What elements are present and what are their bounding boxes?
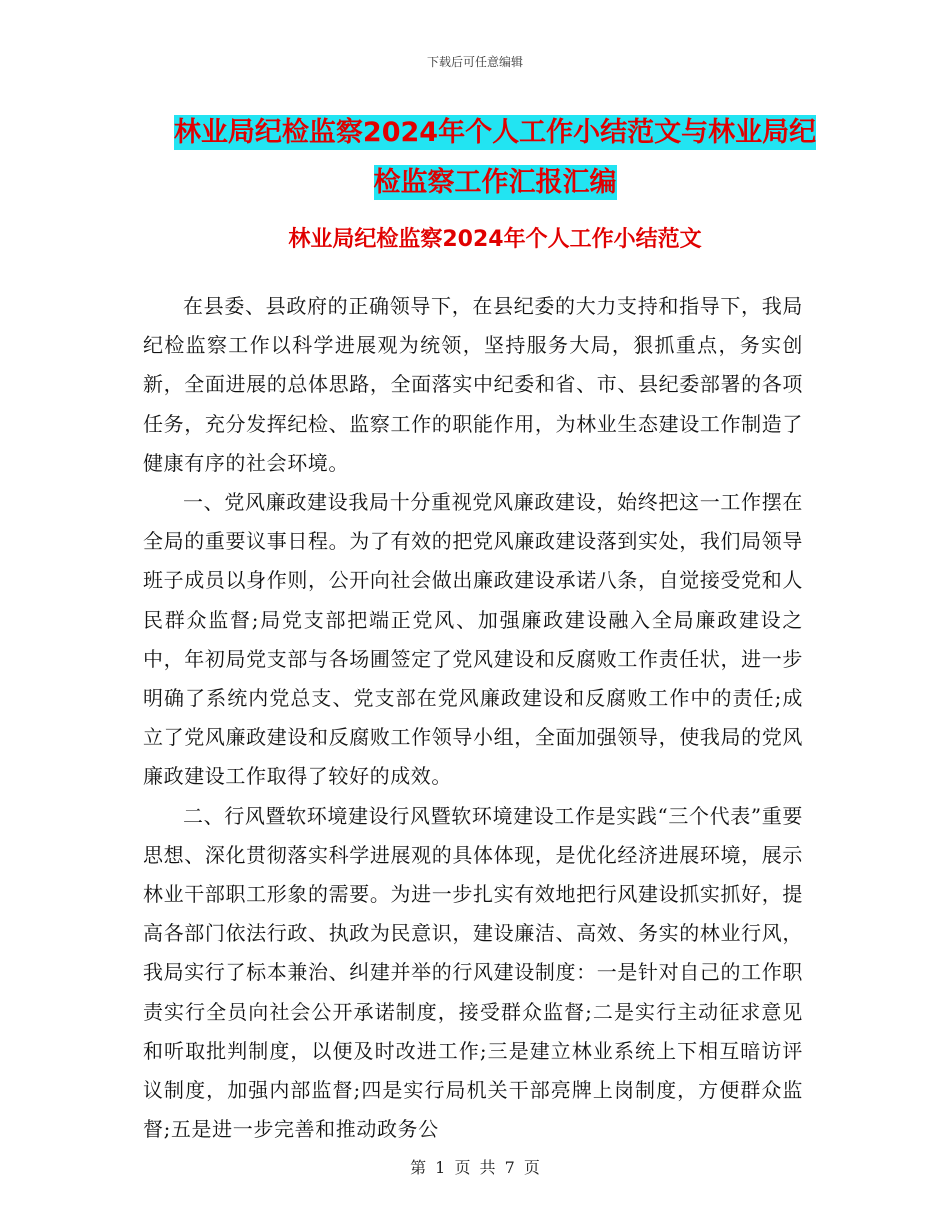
paragraph: 二、行风暨软环境建设行风暨软环境建设工作是实践“三个代表”重要思想、深化贯彻落实科学进展观的具体体现，是优化经济进展环境，展示林业干部职工形象的需要。为进一步扎实有效地把行风建设抓实抓好，提高各部门依法行政、执政为民意识，建设廉洁、高效、务实的林业行风，我局实行了标本兼治、纠建并举的行风建设制度：一是针对自己的工作职责实行全员向社会公开承诺制度，接受群众监督;二是实行主动征求意见和听取批判制度，以便及时改进工作;三是建立林业系统上下相互暗访评议制度，加强内部监督;四是实行局机关干部亮牌上岗制度，方便群众监督;五是进一步完善和推动政务公: [143, 803, 803, 1142]
body-text: [143, 287, 803, 1149]
paragraph: 一、党风廉政建设我局十分重视党风廉政建设，始终把这一工作摆在全局的重要议事日程。为了有效的把党风廉政建设落到实处，我们局领导班子成员以身作则，公开向社会做出廉政建设承诺八条，自觉接受党和人民群众监督;局党支部把端正党风、加强廉政建设融入全局廉政建设之中，年初局党支部与各场圃签定了党风建设和反腐败工作责任状，进一步明确了系统内党总支、党支部在党风廉政建设和反腐败工作中的责任;成立了党风廉政建设和反腐败工作领导小组，全面加强领导，使我局的党风廉政建设工作取得了较好的成效。: [143, 490, 803, 789]
title-line-2: 检监察工作汇报汇编: [373, 167, 617, 198]
header-note: 下载后可任意编辑: [426, 55, 523, 69]
document-title: [140, 108, 850, 208]
section-title: 林业局纪检监察2024年个人工作小结范文: [288, 227, 702, 252]
title-line-1: 林业局纪检监察2024年个人工作小结范文与林业局纪: [173, 117, 817, 148]
page-footer: 第 1 页 共 7 页: [410, 1158, 540, 1177]
paragraph: 在县委、县政府的正确领导下，在县纪委的大力支持和指导下，我局纪检监察工作以科学进展观为统领，坚持服务大局，狠抓重点，务实创新，全面进展的总体思路，全面落实中纪委和省、市、县纪委部署的各项任务，充分发挥纪检、监察工作的职能作用，为林业生态建设工作制造了健康有序的社会环境。: [143, 294, 803, 475]
